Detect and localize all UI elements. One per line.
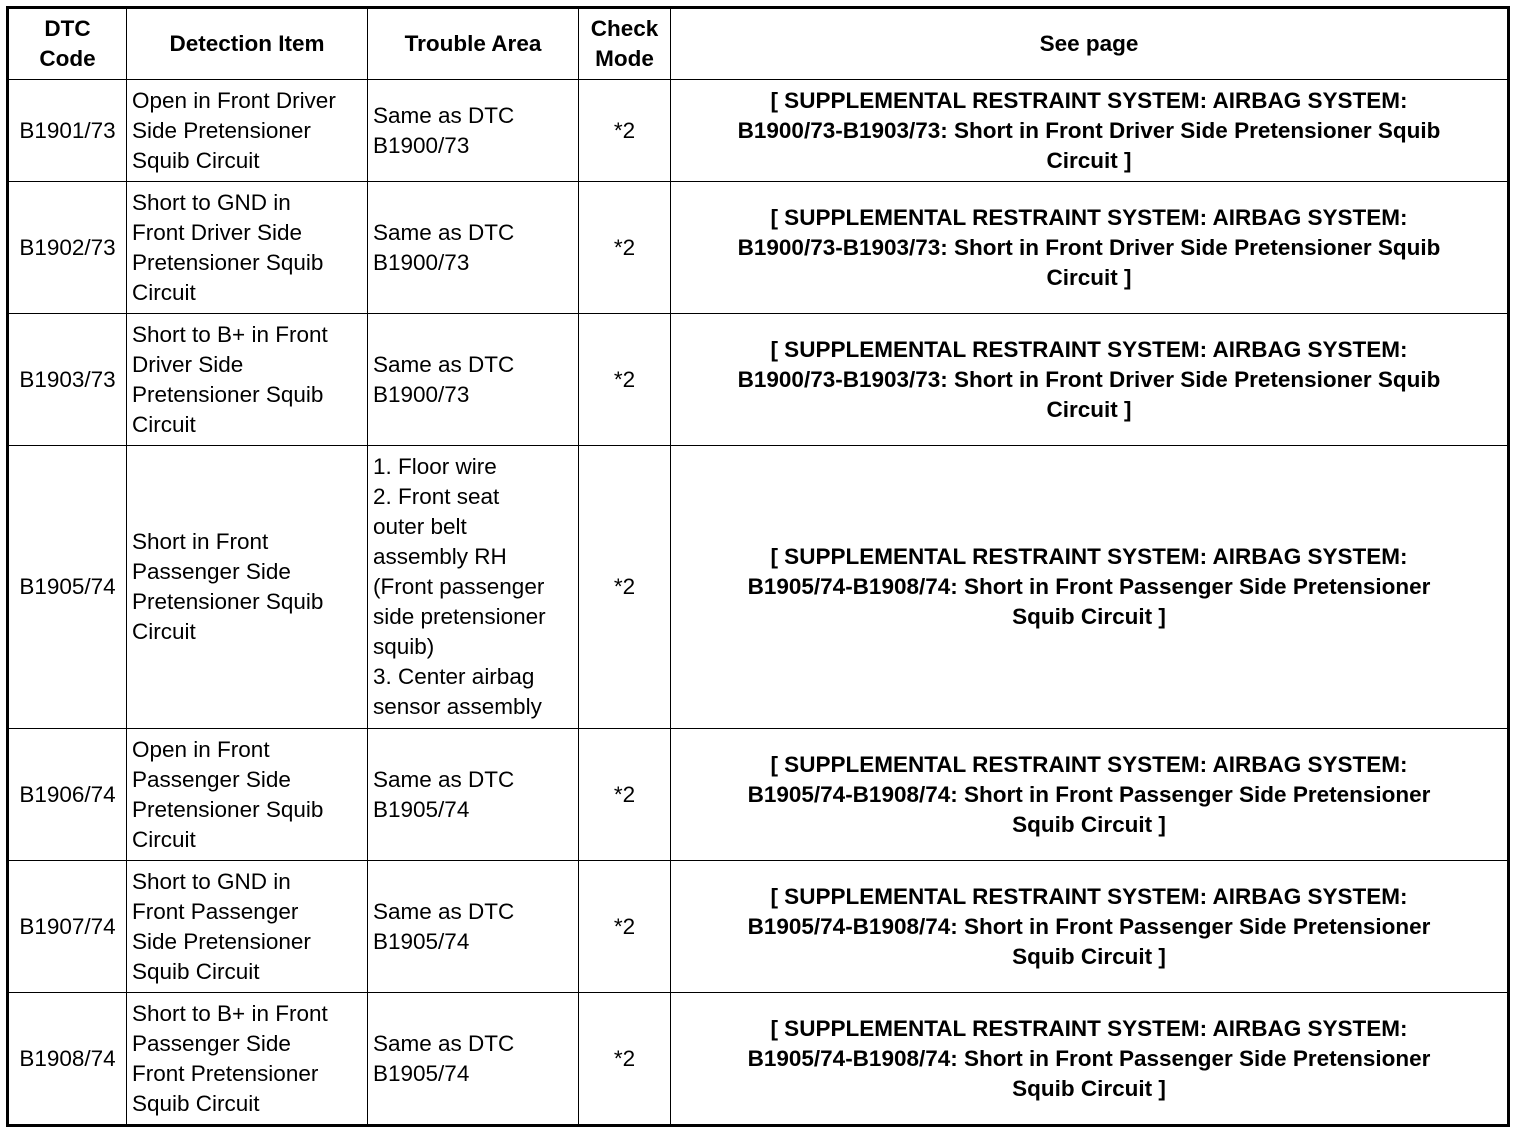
detection-item-line: Open in Front: [132, 736, 270, 762]
detection-item-line: Squib Circuit: [132, 147, 260, 173]
detection-item-cell: [127, 993, 368, 1126]
trouble-area-line: assembly RH: [373, 544, 507, 569]
see-page-cell: [671, 993, 1509, 1126]
detection-item-cell: [127, 446, 368, 729]
trouble-area-line: 3. Center airbag: [373, 664, 535, 689]
detection-item-cell: [127, 861, 368, 993]
detection-item-line: Circuit: [132, 411, 196, 437]
dtc-code-cell: B1901/73: [8, 80, 127, 182]
see-page-line: [ SUPPLEMENTAL RESTRAINT SYSTEM: AIRBAG SYSTEM:: [770, 883, 1408, 909]
see-page-cell: [671, 446, 1509, 729]
see-page-line: [ SUPPLEMENTAL RESTRAINT SYSTEM: AIRBAG SYSTEM:: [770, 1015, 1408, 1041]
header-dtc-code: [8, 8, 127, 80]
trouble-area-line: B1905/74: [373, 1060, 470, 1086]
dtc-code-cell: B1905/74: [8, 446, 127, 729]
detection-item-line: Short to GND in: [132, 189, 291, 215]
trouble-area-line: Same as DTC: [373, 102, 515, 128]
see-page-line: [ SUPPLEMENTAL RESTRAINT SYSTEM: AIRBAG SYSTEM:: [770, 751, 1408, 777]
detection-item-line: Passenger Side: [132, 766, 291, 792]
header-see-page: See page: [671, 8, 1509, 80]
table-row: [8, 446, 1509, 729]
detection-item-line: Front Pretensioner: [132, 1060, 319, 1086]
see-page-cell: [671, 861, 1509, 993]
table-row: [8, 182, 1509, 314]
check-mode-cell: *2: [579, 314, 671, 446]
see-page-line: B1905/74-B1908/74: Short in Front Passenger Side Pretensioner: [747, 781, 1431, 807]
detection-item-line: Pretensioner Squib: [132, 589, 324, 614]
dtc-code-cell: B1903/73: [8, 314, 127, 446]
check-mode-cell: *2: [579, 993, 671, 1126]
see-page-line: B1900/73-B1903/73: Short in Front Driver Side Pretensioner Squib: [737, 117, 1441, 143]
see-page-cell: [671, 729, 1509, 861]
trouble-area-cell: [368, 729, 579, 861]
see-page-cell: [671, 314, 1509, 446]
see-page-line: Circuit ]: [1046, 147, 1132, 173]
trouble-area-line: 1. Floor wire: [373, 454, 497, 479]
detection-item-line: Driver Side: [132, 351, 244, 377]
trouble-area-line: 2. Front seat: [373, 484, 500, 509]
header-dtc-code-line: Code: [39, 46, 96, 71]
see-page-line: [ SUPPLEMENTAL RESTRAINT SYSTEM: AIRBAG SYSTEM:: [770, 336, 1408, 362]
header-row: [8, 8, 1509, 80]
see-page-line: Squib Circuit ]: [1012, 1075, 1166, 1101]
check-mode-cell: *2: [579, 80, 671, 182]
see-page-cell: [671, 80, 1509, 182]
trouble-area-line: B1900/73: [373, 381, 470, 407]
check-mode-cell: *2: [579, 861, 671, 993]
detection-item-line: Passenger Side: [132, 559, 291, 584]
table-row: [8, 993, 1509, 1126]
detection-item-cell: [127, 80, 368, 182]
trouble-area-cell: [368, 446, 579, 729]
trouble-area-cell: [368, 80, 579, 182]
table-row: [8, 314, 1509, 446]
trouble-area-line: Same as DTC: [373, 219, 515, 245]
detection-item-line: Passenger Side: [132, 1030, 291, 1056]
trouble-area-line: Same as DTC: [373, 898, 515, 924]
detection-item-line: Front Driver Side: [132, 219, 303, 245]
trouble-area-line: squib): [373, 634, 435, 659]
see-page-line: [ SUPPLEMENTAL RESTRAINT SYSTEM: AIRBAG SYSTEM:: [770, 87, 1408, 113]
header-dtc-code-line: DTC: [44, 16, 91, 41]
trouble-area-cell: [368, 314, 579, 446]
see-page-line: Circuit ]: [1046, 396, 1132, 422]
see-page-line: Squib Circuit ]: [1012, 811, 1166, 837]
detection-item-line: Short in Front: [132, 529, 269, 554]
trouble-area-cell: [368, 182, 579, 314]
header-detection-item: Detection Item: [127, 8, 368, 80]
check-mode-cell: *2: [579, 729, 671, 861]
detection-item-line: Side Pretensioner: [132, 117, 311, 143]
see-page-line: B1900/73-B1903/73: Short in Front Driver Side Pretensioner Squib: [737, 234, 1441, 260]
header-check-mode-line: Mode: [595, 46, 654, 71]
table-row: [8, 861, 1509, 993]
detection-item-cell: [127, 182, 368, 314]
detection-item-line: Front Passenger: [132, 898, 299, 924]
trouble-area-line: outer belt: [373, 514, 467, 539]
check-mode-cell: *2: [579, 182, 671, 314]
detection-item-cell: [127, 729, 368, 861]
detection-item-line: Short to GND in: [132, 868, 291, 894]
see-page-line: B1905/74-B1908/74: Short in Front Passenger Side Pretensioner: [747, 574, 1431, 599]
header-check-mode-line: Check: [590, 16, 659, 41]
trouble-area-line: sensor assembly: [373, 694, 542, 719]
detection-item-line: Circuit: [132, 279, 196, 305]
trouble-area-line: B1900/73: [373, 132, 470, 158]
see-page-line: [ SUPPLEMENTAL RESTRAINT SYSTEM: AIRBAG SYSTEM:: [770, 544, 1408, 569]
trouble-area-cell: [368, 861, 579, 993]
see-page-line: Circuit ]: [1046, 264, 1132, 290]
detection-item-line: Pretensioner Squib: [132, 796, 324, 822]
dtc-code-cell: B1908/74: [8, 993, 127, 1126]
check-mode-cell: *2: [579, 446, 671, 729]
detection-item-line: Side Pretensioner: [132, 928, 311, 954]
detection-item-line: Short to B+ in Front: [132, 1000, 328, 1026]
table-row: [8, 729, 1509, 861]
detection-item-line: Short to B+ in Front: [132, 321, 328, 347]
trouble-area-line: side pretensioner: [373, 604, 546, 629]
dtc-code-cell: B1902/73: [8, 182, 127, 314]
detection-item-line: Pretensioner Squib: [132, 381, 324, 407]
detection-item-line: Circuit: [132, 826, 196, 852]
see-page-line: Squib Circuit ]: [1012, 604, 1166, 629]
detection-item-line: Pretensioner Squib: [132, 249, 324, 275]
header-check-mode: [579, 8, 671, 80]
table-body: [8, 80, 1509, 1126]
see-page-line: Squib Circuit ]: [1012, 943, 1166, 969]
trouble-area-line: Same as DTC: [373, 351, 515, 377]
table-row: [8, 80, 1509, 182]
trouble-area-line: Same as DTC: [373, 766, 515, 792]
see-page-cell: [671, 182, 1509, 314]
trouble-area-line: B1905/74: [373, 796, 470, 822]
detection-item-line: Squib Circuit: [132, 1090, 260, 1116]
detection-item-cell: [127, 314, 368, 446]
trouble-area-line: Same as DTC: [373, 1030, 515, 1056]
detection-item-line: Squib Circuit: [132, 958, 260, 984]
trouble-area-cell: [368, 993, 579, 1126]
trouble-area-line: B1905/74: [373, 928, 470, 954]
detection-item-line: Circuit: [132, 619, 196, 644]
table-header: [8, 8, 1509, 80]
see-page-line: [ SUPPLEMENTAL RESTRAINT SYSTEM: AIRBAG SYSTEM:: [770, 204, 1408, 230]
see-page-line: B1905/74-B1908/74: Short in Front Passenger Side Pretensioner: [747, 1045, 1431, 1071]
trouble-area-line: B1900/73: [373, 249, 470, 275]
header-trouble-area: Trouble Area: [368, 8, 579, 80]
detection-item-line: Open in Front Driver: [132, 87, 336, 113]
see-page-line: B1905/74-B1908/74: Short in Front Passenger Side Pretensioner: [747, 913, 1431, 939]
dtc-table: [6, 6, 1510, 1127]
see-page-line: B1900/73-B1903/73: Short in Front Driver Side Pretensioner Squib: [737, 366, 1441, 392]
trouble-area-line: (Front passenger: [373, 574, 545, 599]
dtc-code-cell: B1906/74: [8, 729, 127, 861]
dtc-code-cell: B1907/74: [8, 861, 127, 993]
